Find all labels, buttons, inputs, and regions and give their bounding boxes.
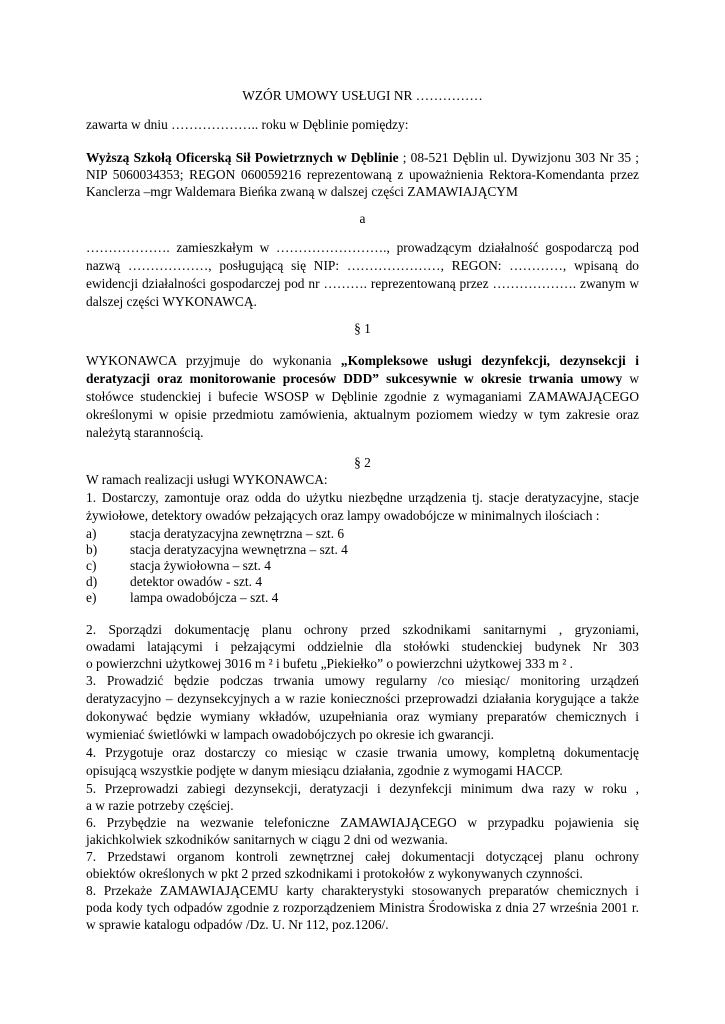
point3-line2: deratyzacyjno – dezynsekcyjnych a w razie konieczności przeprowadzi działania korygujące a także [86,691,639,706]
list-item [86,558,271,574]
list-item-text: lampa owadobójcza – szt. 4 [130,590,279,605]
section2-heading: § 2 [354,455,371,470]
point1-line2: żywiołowe, detektory owadów pełzających oraz lampy owadobójcze w minimalnych ilościach : [86,508,600,523]
point1-line1: 1. Dostarczy, zamontuje oraz odda do użytku niezbędne urządzenia tj. stacje deratyzacyjne, stacje [86,490,639,505]
point5-line2: a w razie potrzeby częściej. [86,798,234,813]
point6-line2: jakichkolwiek szkodników sanitarnych w ciągu 2 dni od wezwania. [86,832,448,847]
section1-line2 [86,371,639,387]
point7-line1: 7. Przedstawi organom kontroli zewnętrznej całej dokumentacji dotyczącej planu ochrony [86,849,639,864]
section1-line4: określonymi w opisie przedmiotu zamówienia, aktualnym poziomem wiedzy w tym zakresie oraz [86,407,639,422]
point8-line2: poda kody tych odpadów zgodnie z rozporządzeniem Ministra Środowiska z dnia 27 września 2001 r. [86,900,639,915]
point3-line4: wymieniać świetlówki w lampach owadobójczych po okresie ich gwarancji. [86,727,494,742]
point6-line1: 6. Przybędzie na wezwanie telefoniczne ZAMAWIAJĄCEGO w przypadku pojawienia się [86,815,639,830]
list-item [86,526,344,542]
section1-heading: § 1 [354,321,371,336]
list-item [86,590,278,606]
party1-line3: Kanclerza –mgr Waldemara Bieńka zwaną w dalszej części ZAMAWIAJĄCYM [86,184,518,199]
party2-line1: ………………. zamieszkałym w ……………………., prowadzącym działalność gospodarczą pod [86,240,639,255]
point2-line3: o powierzchni użytkowej 3016 m ² i bufetu „Piekiełko” o powierzchni użytkowej 333 m ² . [86,656,573,671]
point5-line1: 5. Przeprowadzi zabiegi dezynsekcji, deratyzacji i dezynfekcji minimum dwa razy w roku , [86,781,639,796]
intro-line: zawarta w dniu ……………….. roku w Dęblinie pomiędzy: [86,117,409,132]
list-item-letter: a) [86,526,97,541]
list-item-text: stacja żywiołowna – szt. 4 [130,558,271,573]
point8-line3: w sprawie katalogu odpadów /Dz. U. Nr 112, poz.1206/. [86,917,389,932]
party1-name: Wyższą Szkołą Oficerską Sił Powietrznych w Dęblinie [86,150,399,165]
list-item-text: stacja deratyzacyjna wewnętrzna – szt. 4 [130,542,348,557]
section1-service-name: „Kompleksowe usługi dezynfekcji, dezynsekcji i [340,353,639,368]
section1-line2-end: w [622,371,639,386]
section1-line1 [86,353,639,369]
list-item-letter: d) [86,574,98,589]
point4-line1: 4. Przygotuje oraz dostarczy co miesiąc w czasie trwania umowy, kompletną dokumentację [86,745,639,760]
list-item-letter: b) [86,542,98,557]
and-separator: a [359,211,366,226]
point4-line2: opisującą wszystkie podjęte w danym miesiącu działania, zgodnie z wymogami HACCP. [86,763,563,778]
section2-intro: W ramach realizacji usługi WYKONAWCA: [86,472,328,487]
list-item-text: stacja deratyzacyjna zewnętrzna – szt. 6 [130,526,345,541]
party2-line2: nazwą ………………, posługującą się NIP: …………………, REGON: …………, wpisaną do [86,258,639,273]
list-item [86,574,262,590]
point2-line2: owadami latającymi i pełzającymi oddzielnie dla stołówki studenckiej budynek Nr 303 [86,639,639,654]
list-item-text: detektor owadów - szt. 4 [130,574,263,589]
list-item-letter: c) [86,558,97,573]
list-item-letter: e) [86,590,97,605]
party1-address: ; 08-521 Dęblin ul. Dywizjonu 303 Nr 35 ; [398,150,639,165]
party2-line4: dalszej części WYKONAWCĄ. [86,294,257,309]
point2-line1: 2. Sporządzi dokumentację planu ochrony przed szkodnikami sanitarnymi , gryzoniami, [86,622,639,637]
section1-line3: stołówce studenckiej i bufecie WSOSP w Dęblinie zgodnie z wymaganiami ZAMAWAJĄCEGO [86,389,639,404]
party1-line2: NIP 5060034353; REGON 060059216 reprezentowaną z upoważnienia Rektora-Komendanta przez [86,167,639,182]
section1-line1-text: WYKONAWCA przyjmuje do wykonania [86,353,341,368]
section1-service-name-cont: deratyzacji oraz monitorowanie procesów DDD” sukcesywnie w okresie trwania umowy [86,371,623,386]
point3-line3: dokonywać będzie wymiany wkładów, uzupełniania oraz wymiany preparatów chemicznych i [86,709,639,724]
section1-line5: należytą starannością. [86,425,204,440]
point3-line1: 3. Prowadzić będzie podczas trwania umowy regularny /co miesiąc/ monitoring urządzeń [86,673,639,688]
party2-line3: ewidencji działalności gospodarczej pod nr ………. reprezentowaną przez ………………. zwanym w [86,276,639,291]
party1-line1 [86,150,639,166]
document-title: WZÓR UMOWY USŁUGI NR …………… [242,88,483,103]
list-item [86,542,348,558]
point7-line2: obiektów określonych w pkt 2 przed szkodnikami i protokołów z wykonywanych czynności. [86,866,583,881]
point8-line1: 8. Przekaże ZAMAWIAJĄCEMU karty charakterystyki stosowanych preparatów chemicznych i [86,883,639,898]
